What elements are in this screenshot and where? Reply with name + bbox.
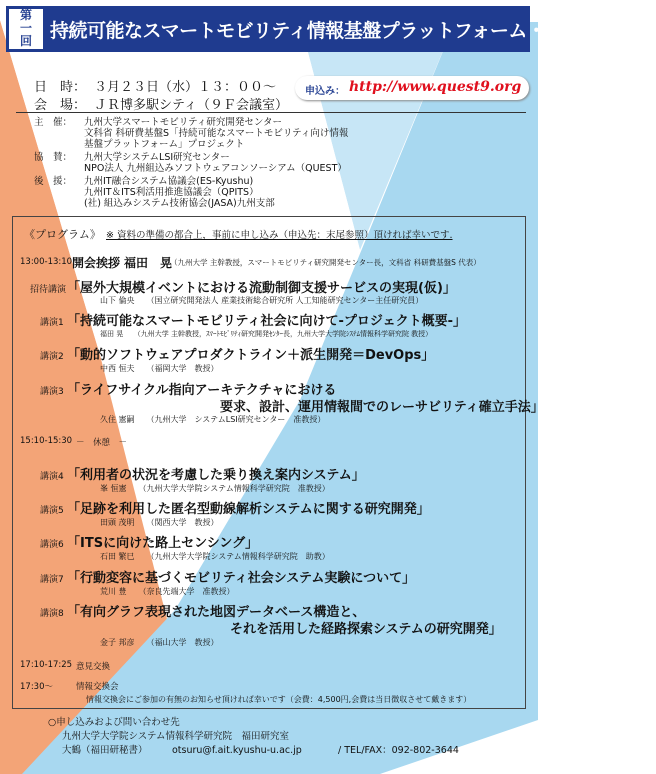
badge-line-1: 第 (19, 8, 32, 22)
time-break: 15:10-15:30 (20, 436, 73, 446)
speaker-talk-4: 峯 恒憲 （九州大学大学院システム情報科学研究院 准教授） (100, 484, 330, 493)
host-line-1: 九州大学スマートモビリティ研究開発センター (84, 117, 282, 128)
role-talk-7: 講演7 (40, 575, 64, 585)
time-discussion: 17:10-17:25 (20, 660, 73, 670)
speaker-invited: 山下 倫央 （国立研究開発法人 産業技術総合研究所 人工知能研究センター主任研究員） (100, 296, 424, 305)
venue-value: ＪＲ博多駅シティ（９Ｆ会議室） (94, 98, 288, 113)
contact-lab: 九州大学大学院システム情報科学研究院 福田研究室 (62, 731, 290, 742)
time-opening: 13:00-13:10 (20, 257, 73, 267)
role-opening: 開会挨拶 (72, 256, 121, 270)
role-networking: 情報交換会 (76, 682, 119, 692)
contact-tel: / TEL/FAX：092-802-3644 (338, 745, 459, 756)
speaker-talk-8: 金子 邦彦 （福山大学 教授） (100, 638, 219, 647)
apply-url-link[interactable]: http://www.quest9.org (349, 79, 522, 95)
role-talk-2: 講演2 (40, 352, 64, 362)
host-label: 主 催： (34, 117, 73, 128)
cohost-label: 協 賛： (34, 152, 73, 163)
title-talk-3: 「ライフサイクル指向アーキテクチャにおける (67, 383, 337, 398)
apply-label: 申込み： (305, 86, 345, 97)
cohost-line-1: 九州大学システムLSI研究センター (84, 152, 230, 163)
role-talk-8: 講演8 (40, 609, 64, 619)
title-talk-4: 「利用者の状況を考慮した乗り換え案内システム」 (67, 468, 365, 483)
role-talk-1: 講演1 (40, 318, 64, 328)
divider (16, 112, 526, 113)
speaker-talk-3: 久住 憲嗣 （九州大学 システムLSI研究センター 准教授） (100, 415, 326, 424)
contact-heading: ○申し込みおよび問い合わせ先 (48, 717, 180, 728)
title-talk-8-line-2: それを活用した経路探索システムの研究開発」 (230, 622, 502, 637)
title-talk-3-line-2: 要求、設計、運用情報間でのレーサビリティ確立手法」 (220, 400, 544, 415)
speaker-talk-2: 中西 恒夫 （福岡大学 教授） (100, 364, 219, 373)
speaker-talk-1: 福田 晃 （九州大学 主幹教授，ｽﾏｰﾄﾓﾋﾞﾘﾃｨ研究開発ｾﾝﾀｰ長，九州大学大学院ｼｽﾃﾑ情報科学研究院 教授） (100, 330, 433, 338)
venue-label: 会 場： (34, 98, 87, 113)
role-talk-4: 講演4 (40, 472, 64, 482)
speaker-talk-7: 荒川 豊 （奈良先端大学 准教授） (100, 587, 235, 596)
header-bar (6, 6, 656, 52)
role-discussion: 意見交換 (76, 662, 111, 672)
title-talk-6: 「ITSに向けた路上センシング」 (67, 536, 259, 551)
title-invited: 「屋外大規模イベントにおける流動制御支援サービスの実現(仮)」 (67, 281, 456, 296)
host-line-2: 文科省 科研費基盤S「持続可能なスマートモビリティ向け情報 (84, 128, 349, 139)
program-note: ※ 資料の準備の都合上，事前に申し込み（申込先：末尾参照）頂ければ幸いです. (106, 230, 453, 241)
speaker-talk-5: 田頭 茂明 （関西大学 教授） (100, 518, 219, 527)
support-label: 後 援： (34, 176, 73, 187)
speaker-talk-6: 石田 繁巳 （九州大学大学院システム情報科学研究院 助教） (100, 552, 330, 561)
edition-badge (9, 9, 43, 49)
contact-email-link[interactable]: otsuru@f.ait.kyushu-u.ac.jp (172, 745, 302, 756)
title-talk-1: 「持続可能なスマートモビリティ社会に向けて-プロジェクト概要-」 (67, 314, 466, 329)
role-invited: 招待講演 (30, 285, 67, 295)
page-title: 持続可能なスマートモビリティ情報基盤プラットフォーム・シンポジウム (50, 20, 656, 42)
title-talk-7: 「行動変容に基づくモビリティ社会システム実験について」 (67, 571, 416, 586)
support-line-3: (社) 組込みシステム技術協会(JASA)九州支部 (84, 198, 275, 209)
cohost-line-2: NPO法人 九州組込みソフトウェアコンソーシアム（QUEST） (84, 163, 347, 174)
role-talk-3: 講演3 (40, 387, 64, 397)
networking-note: 情報交換会にご参加の有無のお知らせ頂ければ幸いです（会費：4,500円,会費は当日徴収させて戴きます） (86, 695, 472, 704)
role-break: － 休憩 － (76, 438, 128, 448)
date-label: 日 時： (34, 80, 87, 95)
badge-line-2: 一 (19, 21, 32, 35)
date-value: ３月２３日（水）１３：００～ (94, 80, 277, 95)
role-talk-5: 講演5 (40, 506, 64, 516)
support-line-2: 九州IT＆ITS利活用推進協議会（QPITS） (84, 187, 259, 198)
opening-speaker-name: 福田 晃 (124, 256, 173, 270)
host-line-3: 基盤プラットフォーム」プロジェクト (84, 139, 245, 150)
title-talk-2: 「動的ソフトウェアプロダクトライン＋派生開発＝DevOps」 (67, 348, 435, 363)
role-talk-6: 講演6 (40, 540, 64, 550)
contact-name: 大鶴（福田研秘書） (62, 745, 148, 756)
badge-line-3: 回 (19, 34, 32, 48)
title-talk-8: 「有向グラフ表現された地図データベース構造と、 (67, 605, 366, 620)
program-heading: 《プログラム》 (24, 228, 101, 241)
title-talk-5: 「足跡を利用した匿名型動線解析システムに関する研究開発」 (67, 502, 430, 517)
time-networking: 17:30～ (20, 682, 53, 692)
support-line-1: 九州IT融合システム協議会(ES-Kyushu) (84, 176, 254, 187)
opening-affiliation: （九州大学 主幹教授，スマートモビリティ研究開発センター長，文科省 科研費基盤S 代表） (170, 258, 481, 267)
apply-box (295, 76, 529, 100)
